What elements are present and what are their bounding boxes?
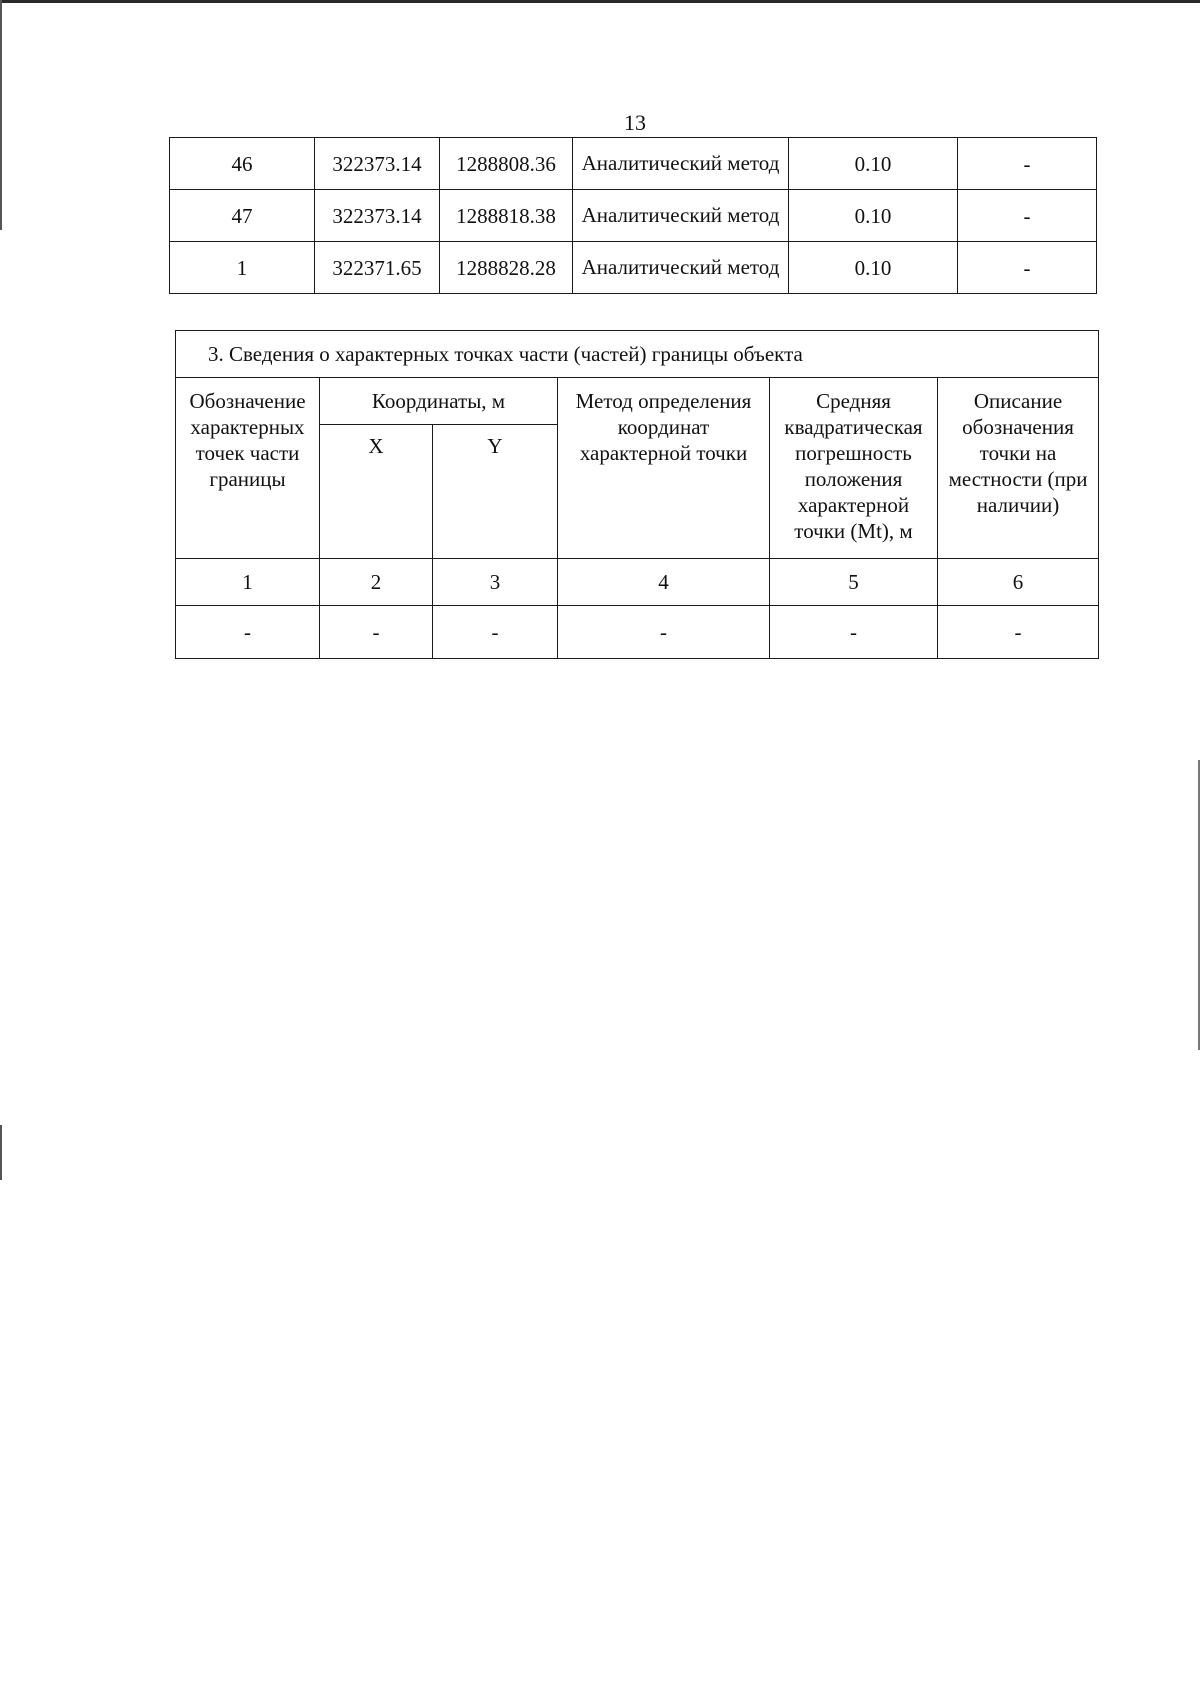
- point-cell: 46: [170, 138, 315, 190]
- header-row: [176, 378, 1099, 425]
- y-cell: 1288828.28: [440, 242, 573, 294]
- y-cell: 1288808.36: [440, 138, 573, 190]
- header-description: Описание обозначения точки на местности (при наличии): [938, 378, 1099, 559]
- header-x: X: [320, 425, 433, 559]
- header-point: Обозначение характерных точек части границы: [176, 378, 320, 559]
- x-cell: 322373.14: [315, 138, 440, 190]
- error-cell: -: [770, 606, 938, 659]
- header-coordinates: Координаты, м: [320, 378, 558, 425]
- column-number: 2: [320, 559, 433, 606]
- page-number: 13: [624, 110, 646, 135]
- column-number: 6: [938, 559, 1099, 606]
- x-cell: 322373.14: [315, 190, 440, 242]
- x-cell: -: [320, 606, 433, 659]
- header-method: Метод определения координат характерной точки: [558, 378, 770, 559]
- y-cell: -: [433, 606, 558, 659]
- description-cell: -: [958, 242, 1097, 294]
- header-error: Средняя квадратическая погрешность положения характерной точки (Mt), м: [770, 378, 938, 559]
- table-row: [170, 190, 1097, 242]
- section3-table: [175, 330, 1099, 659]
- table-row: [176, 606, 1099, 659]
- scan-edge-left: [0, 0, 2, 230]
- y-cell: 1288818.38: [440, 190, 573, 242]
- error-cell: 0.10: [789, 242, 958, 294]
- column-number: 5: [770, 559, 938, 606]
- method-cell: -: [558, 606, 770, 659]
- point-cell: -: [176, 606, 320, 659]
- column-number: 3: [433, 559, 558, 606]
- column-number: 4: [558, 559, 770, 606]
- scan-edge-top: [0, 0, 1200, 3]
- x-cell: 322371.65: [315, 242, 440, 294]
- coordinates-table-continuation: [169, 137, 1097, 294]
- description-cell: -: [958, 138, 1097, 190]
- header-y: Y: [433, 425, 558, 559]
- table-row: [170, 138, 1097, 190]
- description-cell: -: [958, 190, 1097, 242]
- table-row: [170, 242, 1097, 294]
- scan-edge-left-lower: [0, 1125, 2, 1180]
- point-cell: 47: [170, 190, 315, 242]
- method-cell: Аналитический метод: [573, 242, 789, 294]
- description-cell: -: [938, 606, 1099, 659]
- point-cell: 1: [170, 242, 315, 294]
- error-cell: 0.10: [789, 190, 958, 242]
- column-number-row: [176, 559, 1099, 606]
- section-title-row: [176, 331, 1099, 378]
- method-cell: Аналитический метод: [573, 190, 789, 242]
- error-cell: 0.10: [789, 138, 958, 190]
- section-title: 3. Сведения о характерных точках части (частей) границы объекта: [176, 331, 1099, 378]
- column-number: 1: [176, 559, 320, 606]
- method-cell: Аналитический метод: [573, 138, 789, 190]
